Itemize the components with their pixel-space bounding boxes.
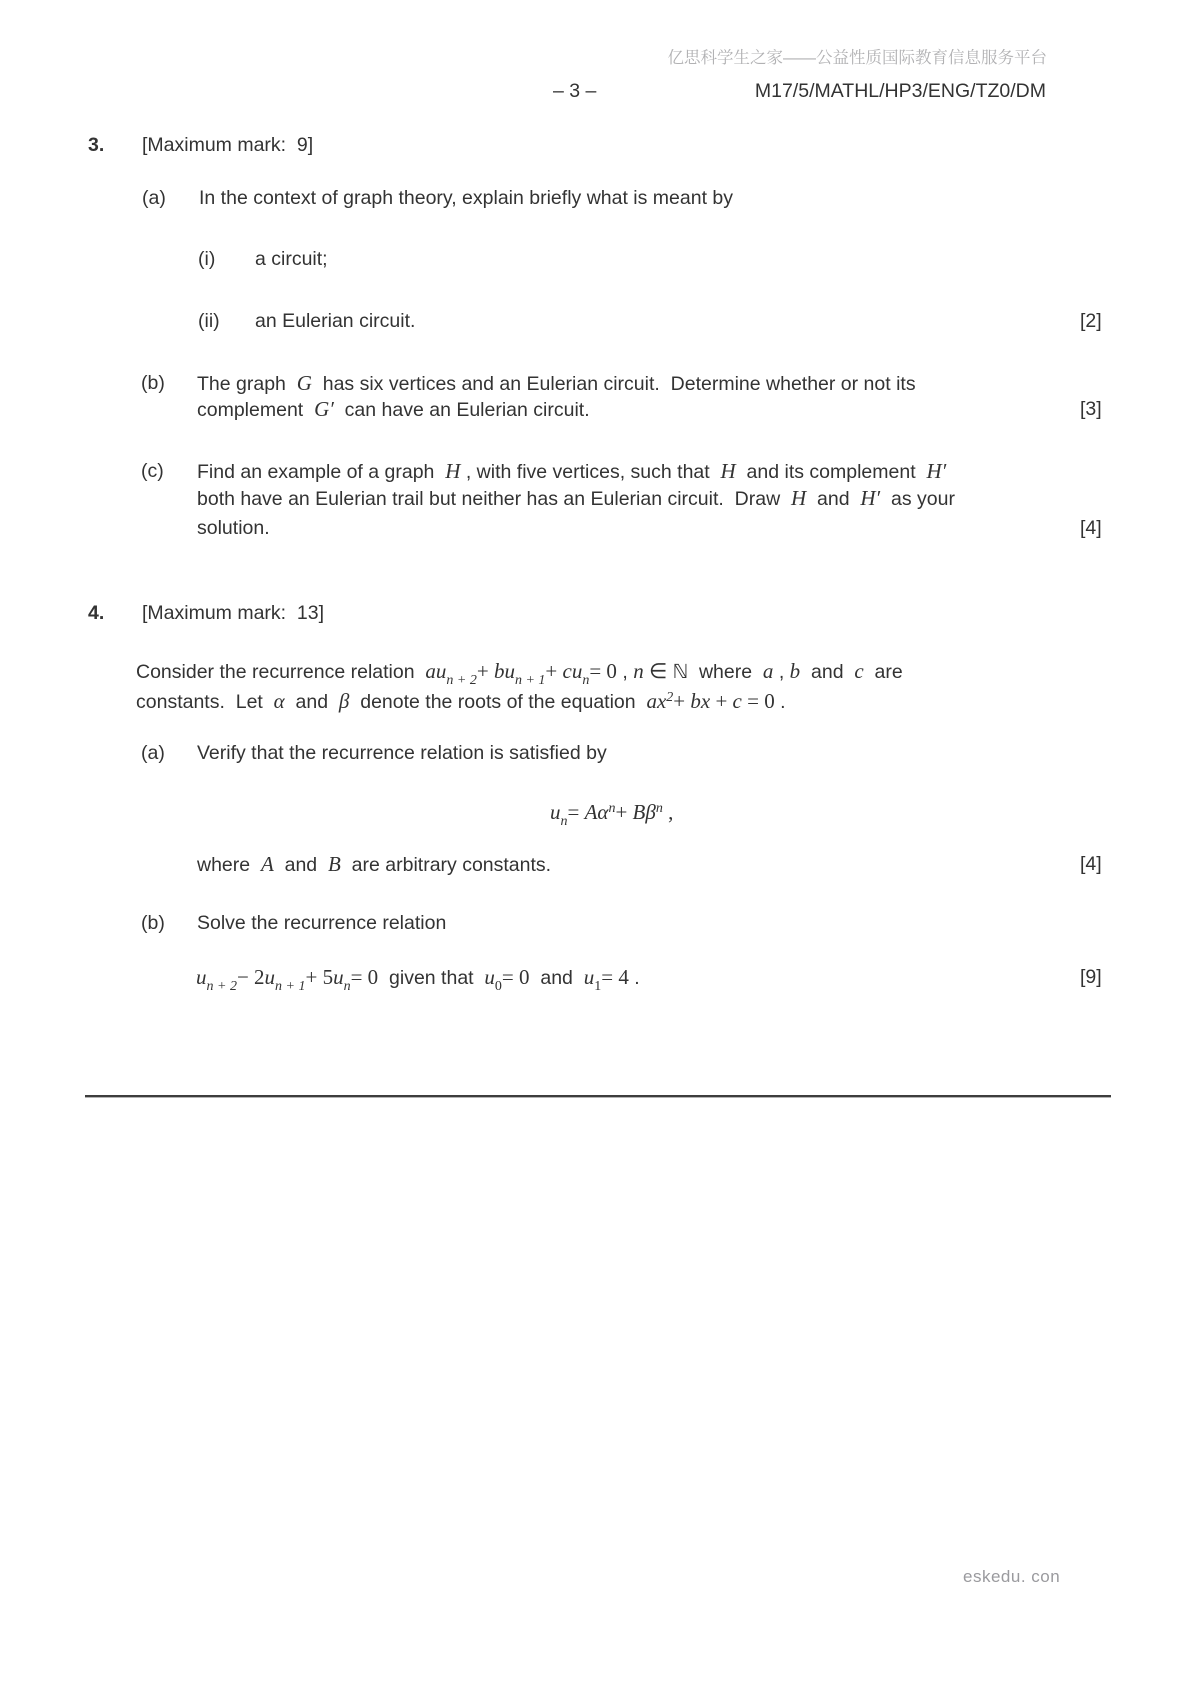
- q3c-line3: solution.: [197, 517, 270, 539]
- q4-intro-line1: Consider the recurrence relation $au_{n + 2}+ bu_{n + 1}+ cu_n= 0$ , n ∈ ℕ where a , b and c are: [136, 659, 903, 688]
- q4a-where-row: [0, 851, 1191, 877]
- watermark-text: 亿思科学生之家——公益性质国际教育信息服务平台: [667, 49, 1047, 67]
- q4a-row: [0, 740, 1191, 766]
- q3a-ii-label: (ii): [198, 310, 220, 332]
- q3b-line2: complement G′ can have an Eulerian circuit.: [197, 397, 590, 421]
- q3a-i-row: [0, 246, 1191, 272]
- q4-max-mark: [Maximum mark: 13]: [142, 602, 325, 624]
- page-number: – 3 –: [553, 80, 597, 102]
- footer-site-text: eskedu. con: [963, 1567, 1061, 1586]
- q4-intro-line2: constants. Let α and β denote the roots of the equation $ax^2+$ bx + c = 0 .: [136, 689, 786, 713]
- q3a-row: [0, 185, 1191, 211]
- q4a-formula-row: [0, 796, 1191, 829]
- q3a-ii-text: an Eulerian circuit.: [255, 310, 416, 332]
- q4a-text: Verify that the recurrence relation is satisfied by: [197, 742, 607, 764]
- q3b-label: (b): [141, 372, 165, 394]
- q4-heading-row: [0, 600, 1191, 626]
- q3-heading-row: [0, 132, 1191, 158]
- q4b-formula: $u_{n + 2}- 2u_{n + 1}+ 5u_n= 0$ given that $u_0= 0$ and $u_1= 4$ .: [196, 965, 640, 994]
- q3c-row1: [0, 458, 1191, 484]
- q4-intro-row2: [0, 685, 1191, 711]
- q4-number: 4.: [88, 602, 105, 624]
- q4b-text: Solve the recurrence relation: [197, 912, 447, 934]
- exam-code: M17/5/MATHL/HP3/ENG/TZ0/DM: [754, 80, 1046, 102]
- q3b-marks: [3]: [1080, 398, 1102, 420]
- section-divider-rule: [85, 1095, 1111, 1098]
- q3a-i-text: a circuit;: [255, 248, 328, 270]
- q3c-marks: [4]: [1080, 517, 1102, 539]
- q4b-row: [0, 910, 1191, 936]
- q4b-formula-row: [0, 964, 1191, 994]
- q4a-marks: [4]: [1080, 853, 1102, 875]
- q3a-marks: [2]: [1080, 310, 1102, 332]
- q3c-line2: both have an Eulerian trail but neither has an Eulerian circuit. Draw H and H′ as your: [197, 486, 955, 510]
- q3b-line1: The graph G has six vertices and an Eulerian circuit. Determine whether or not its: [197, 371, 916, 395]
- q3c-label: (c): [141, 460, 164, 482]
- q4a-label: (a): [141, 742, 165, 764]
- q3-max-mark: [Maximum mark: 9]: [142, 134, 314, 156]
- q3a-label: (a): [142, 187, 166, 209]
- q4b-label: (b): [141, 912, 165, 934]
- q3b-row1: [0, 370, 1191, 396]
- q4a-formula: $u_n= A\alpha^n+ B\beta^n$ ,: [550, 800, 674, 829]
- q4a-where-line: where A and B are arbitrary constants.: [197, 852, 552, 876]
- q3c-line1: Find an example of a graph H , with five vertices, such that H and its complement H′: [197, 459, 947, 483]
- header-row: [0, 78, 1191, 104]
- q3a-text: In the context of graph theory, explain briefly what is meant by: [199, 187, 734, 209]
- q3b-row2: [0, 396, 1191, 422]
- q3c-row3: [0, 515, 1191, 541]
- q3a-i-label: (i): [198, 248, 216, 270]
- q4b-marks: [9]: [1080, 966, 1102, 988]
- q4-intro-row1: [0, 658, 1191, 688]
- q3-number: 3.: [88, 134, 105, 156]
- q3c-row2: [0, 485, 1191, 511]
- q3a-ii-row: [0, 308, 1191, 334]
